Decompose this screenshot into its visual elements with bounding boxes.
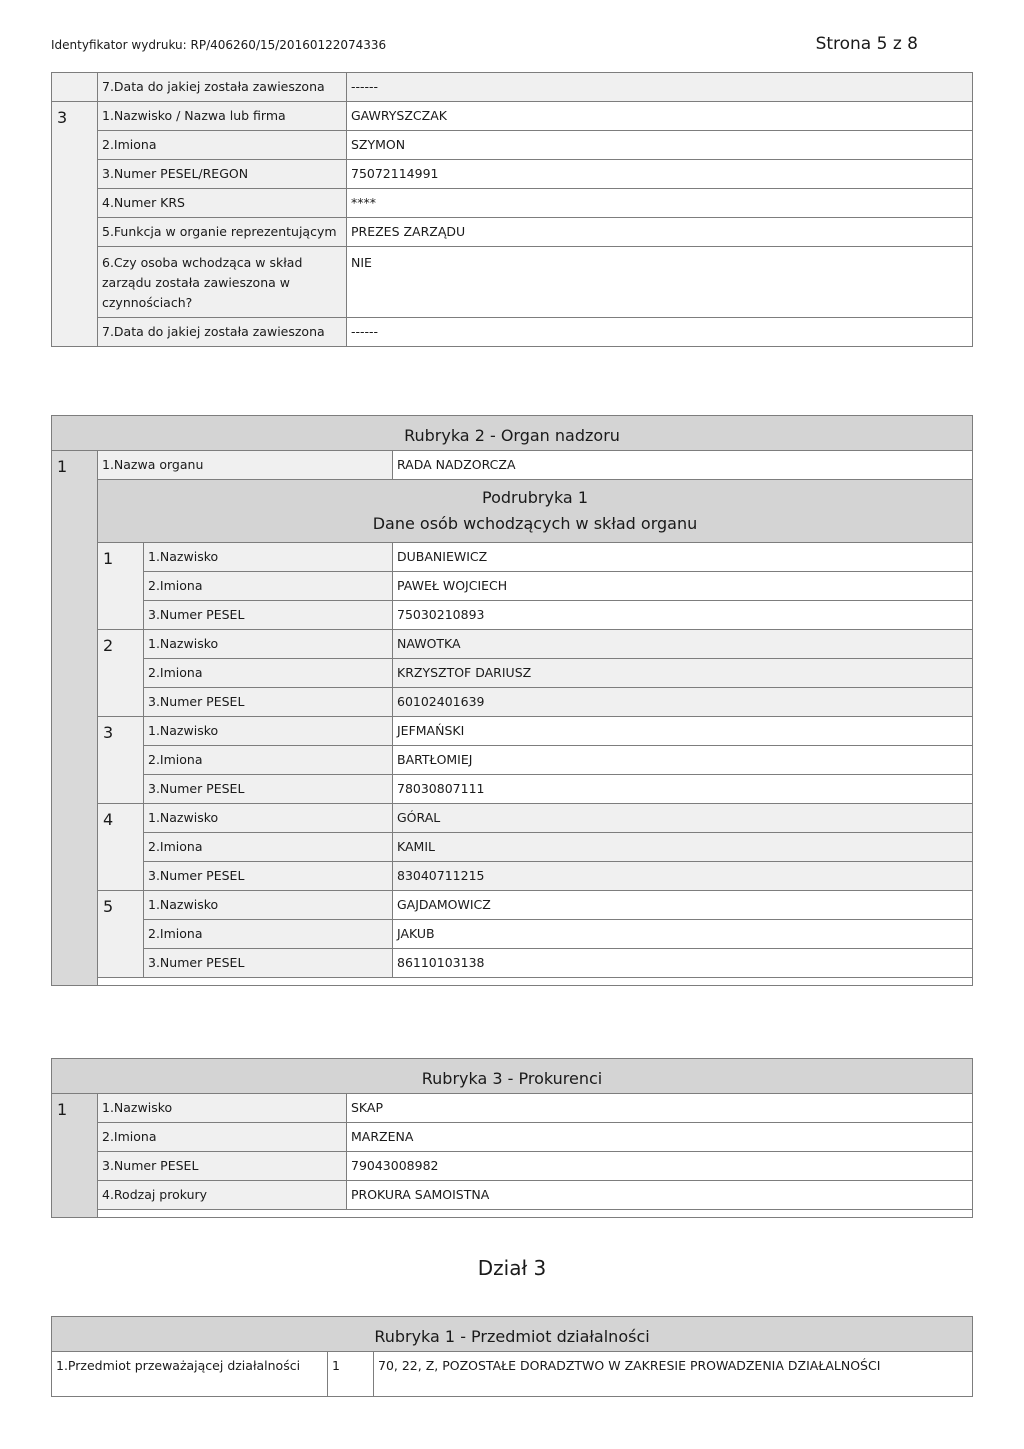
table-dzial3-rubryka1 xyxy=(51,1316,973,1397)
row-value: NAWOTKA xyxy=(393,630,973,659)
table-rubryka3 xyxy=(51,1058,973,1218)
row-value: 75030210893 xyxy=(393,601,973,630)
row-label: 2.Imiona xyxy=(98,131,347,160)
row-value: ------ xyxy=(347,73,973,102)
section-title: Rubryka 1 - Przedmiot działalności xyxy=(52,1317,973,1352)
print-identifier: Identyfikator wydruku: RP/406260/15/20160122074336 xyxy=(51,38,387,52)
row-value: SKAP xyxy=(347,1094,973,1123)
prokurent-index: 1 xyxy=(52,1094,98,1218)
row-value: PREZES ZARZĄDU xyxy=(347,218,973,247)
member-index: 1 xyxy=(98,543,144,630)
table-row xyxy=(52,247,973,318)
row-value: ------ xyxy=(347,318,973,347)
table-row xyxy=(52,1123,973,1152)
row-value: RADA NADZORCZA xyxy=(393,451,973,480)
member-index: 4 xyxy=(98,804,144,891)
row-label: 2.Imiona xyxy=(144,920,393,949)
index-cell xyxy=(52,73,98,102)
row-label: 1.Nazwisko / Nazwa lub firma xyxy=(98,102,347,131)
row-label: 3.Numer PESEL xyxy=(144,601,393,630)
table-rubryka2 xyxy=(51,415,973,986)
row-label: 3.Numer PESEL xyxy=(144,775,393,804)
row-label: 4.Rodzaj prokury xyxy=(98,1181,347,1210)
row-label: 3.Numer PESEL xyxy=(144,949,393,978)
row-value: 60102401639 xyxy=(393,688,973,717)
spacer-cell xyxy=(98,978,973,986)
table-row xyxy=(52,949,973,978)
table-row xyxy=(52,891,973,920)
row-label: 1.Nazwisko xyxy=(144,717,393,746)
row-value: 79043008982 xyxy=(347,1152,973,1181)
row-value: 86110103138 xyxy=(393,949,973,978)
row-label: 5.Funkcja w organie reprezentującym xyxy=(98,218,347,247)
table-row xyxy=(52,160,973,189)
table-row xyxy=(52,1181,973,1210)
table-row xyxy=(52,1152,973,1181)
row-value: DUBANIEWICZ xyxy=(393,543,973,572)
table-row xyxy=(52,659,973,688)
table-row xyxy=(52,218,973,247)
row-value: JAKUB xyxy=(393,920,973,949)
person-index: 3 xyxy=(52,102,98,347)
table-row xyxy=(52,131,973,160)
section-heading-dzial: Dział 3 xyxy=(477,1256,547,1280)
spacer-cell xyxy=(98,1210,973,1218)
table-row xyxy=(52,480,973,543)
row-value: GAJDAMOWICZ xyxy=(393,891,973,920)
row-label: 4.Numer KRS xyxy=(98,189,347,218)
table-row xyxy=(52,1059,973,1094)
table-row xyxy=(52,73,973,102)
table-row xyxy=(52,775,973,804)
subsection-title xyxy=(98,480,973,543)
subsection-heading: Podrubryka 1 xyxy=(482,488,588,507)
table-row xyxy=(52,1094,973,1123)
row-label: 3.Numer PESEL/REGON xyxy=(98,160,347,189)
row-label: 2.Imiona xyxy=(144,746,393,775)
row-label: 1.Nazwisko xyxy=(144,804,393,833)
table-row xyxy=(52,1317,973,1352)
section-title: Rubryka 2 - Organ nadzoru xyxy=(52,416,973,451)
table-row xyxy=(52,862,973,891)
row-label: 6.Czy osoba wchodząca w skład zarządu została zawieszona w czynnościach? xyxy=(98,247,347,318)
row-value: PROKURA SAMOISTNA xyxy=(347,1181,973,1210)
table-rubryka1-continued xyxy=(51,72,973,347)
table-row xyxy=(52,451,973,480)
row-label: 3.Numer PESEL xyxy=(98,1152,347,1181)
organ-index: 1 xyxy=(52,451,98,986)
row-label: 3.Numer PESEL xyxy=(144,688,393,717)
member-index: 2 xyxy=(98,630,144,717)
row-value: KRZYSZTOF DARIUSZ xyxy=(393,659,973,688)
table-row xyxy=(52,746,973,775)
row-value: 75072114991 xyxy=(347,160,973,189)
table-row xyxy=(52,572,973,601)
row-value: SZYMON xyxy=(347,131,973,160)
row-value: 70, 22, Z, POZOSTAŁE DORADZTWO W ZAKRESIE PROWADZENIA DZIAŁALNOŚCI xyxy=(374,1352,973,1397)
row-label: 2.Imiona xyxy=(144,572,393,601)
row-value: GAWRYSZCZAK xyxy=(347,102,973,131)
table-row xyxy=(52,601,973,630)
table-row xyxy=(52,920,973,949)
row-value: **** xyxy=(347,189,973,218)
table-row xyxy=(52,833,973,862)
row-label: 2.Imiona xyxy=(144,659,393,688)
row-label: 1.Nazwisko xyxy=(98,1094,347,1123)
row-value: 78030807111 xyxy=(393,775,973,804)
table-row xyxy=(52,318,973,347)
row-value: KAMIL xyxy=(393,833,973,862)
row-label: 1.Nazwa organu xyxy=(98,451,393,480)
row-value: PAWEŁ WOJCIECH xyxy=(393,572,973,601)
table-row-spacer xyxy=(52,978,973,986)
table-row xyxy=(52,630,973,659)
section-title: Rubryka 3 - Prokurenci xyxy=(52,1059,973,1094)
row-label: 1.Nazwisko xyxy=(144,891,393,920)
row-value: NIE xyxy=(347,247,973,318)
row-value: BARTŁOMIEJ xyxy=(393,746,973,775)
table-row xyxy=(52,717,973,746)
row-label: 2.Imiona xyxy=(144,833,393,862)
table-row xyxy=(52,804,973,833)
row-value: 83040711215 xyxy=(393,862,973,891)
row-label: 7.Data do jakiej została zawieszona xyxy=(98,73,347,102)
row-label: 3.Numer PESEL xyxy=(144,862,393,891)
row-value: JEFMAŃSKI xyxy=(393,717,973,746)
member-index: 5 xyxy=(98,891,144,978)
table-row xyxy=(52,189,973,218)
subsection-subheading: Dane osób wchodzących w skład organu xyxy=(372,514,698,533)
row-label: 1.Przedmiot przeważającej działalności xyxy=(52,1352,328,1397)
table-row xyxy=(52,543,973,572)
row-number: 1 xyxy=(328,1352,374,1397)
row-label: 1.Nazwisko xyxy=(144,543,393,572)
table-row xyxy=(52,688,973,717)
page-number: Strona 5 z 8 xyxy=(815,34,918,54)
table-row xyxy=(52,416,973,451)
row-value: MARZENA xyxy=(347,1123,973,1152)
table-row xyxy=(52,102,973,131)
table-row-spacer xyxy=(52,1210,973,1218)
member-index: 3 xyxy=(98,717,144,804)
row-label: 7.Data do jakiej została zawieszona xyxy=(98,318,347,347)
table-row xyxy=(52,1352,973,1397)
row-label: 2.Imiona xyxy=(98,1123,347,1152)
row-label: 1.Nazwisko xyxy=(144,630,393,659)
row-value: GÓRAL xyxy=(393,804,973,833)
